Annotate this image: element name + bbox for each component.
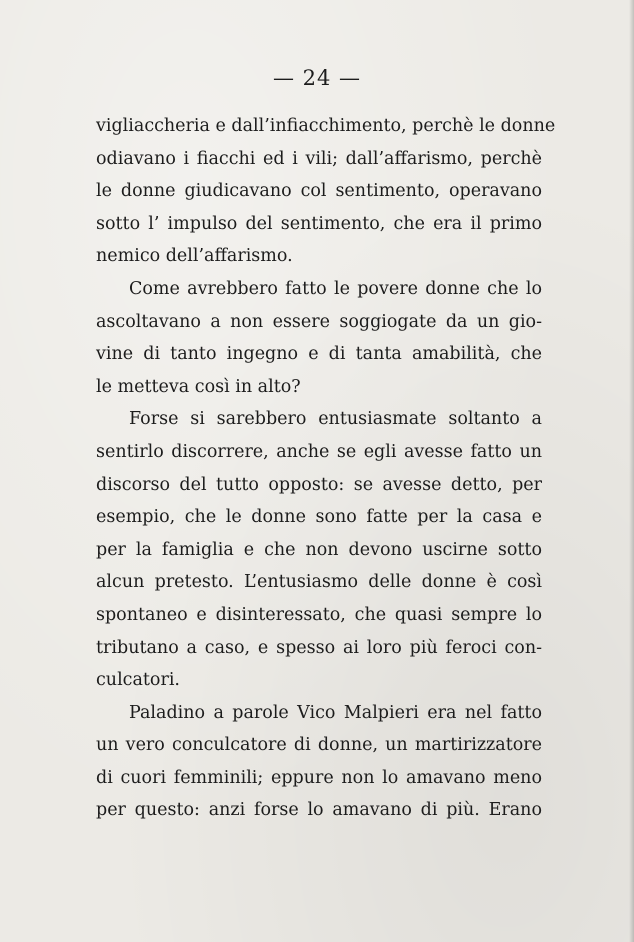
text-line: tributano a caso, e spesso ai loro più feroci con- (96, 637, 542, 658)
text-line: le donne giudicavano col sentimento, operavano (96, 181, 542, 202)
paragraph-4 (96, 697, 542, 827)
text-line: Come avrebbero fatto le povere donne che lo (129, 278, 542, 299)
text-line: esempio, che le donne sono fatte per la casa e (96, 507, 542, 528)
page-text (96, 110, 556, 827)
text-line: le metteva così in alto? (96, 376, 301, 397)
text-line: vine di tanto ingegno e di tanta amabilità, che (96, 344, 542, 365)
text-line: odiavano i fiacchi ed i vili; dall’affarismo, perchè (96, 148, 542, 169)
text-line: per la famiglia e che non devono uscirne sotto (96, 539, 542, 560)
paragraph-3 (96, 403, 542, 696)
paragraph-2 (96, 273, 542, 403)
text-line: Paladino a parole Vico Malpieri era nel fatto (129, 702, 542, 723)
text-line: di cuori femminili; eppure non lo amavano meno (96, 767, 542, 788)
page-number: — 24 — (272, 66, 362, 90)
text-line: discorso del tutto opposto: se avesse detto, per (96, 474, 542, 495)
text-line: spontaneo e disinteressato, che quasi sempre lo (96, 604, 542, 625)
text-line: culcatori. (96, 670, 180, 691)
paragraph-1 (96, 110, 556, 273)
page-edge-shadow (629, 0, 634, 942)
text-line: ascoltavano a non essere soggiogate da un gio- (96, 311, 542, 332)
text-line: Forse si sarebbero entusiasmate soltanto a (129, 409, 542, 430)
text-line: sentirlo discorrere, anche se egli avesse fatto un (96, 441, 542, 462)
text-line: sotto l’ impulso del sentimento, che era il primo (96, 213, 542, 234)
text-line: nemico dell’affarismo. (96, 246, 293, 267)
text-line: un vero conculcatore di donne, un martirizzatore (96, 735, 542, 756)
text-line: per questo: anzi forse lo amavano di più. Erano (96, 800, 542, 821)
text-line: vigliaccheria e dall’infiacchimento, perchè le donne (96, 116, 556, 136)
text-line: alcun pretesto. L’entusiasmo delle donne è così (96, 572, 542, 593)
